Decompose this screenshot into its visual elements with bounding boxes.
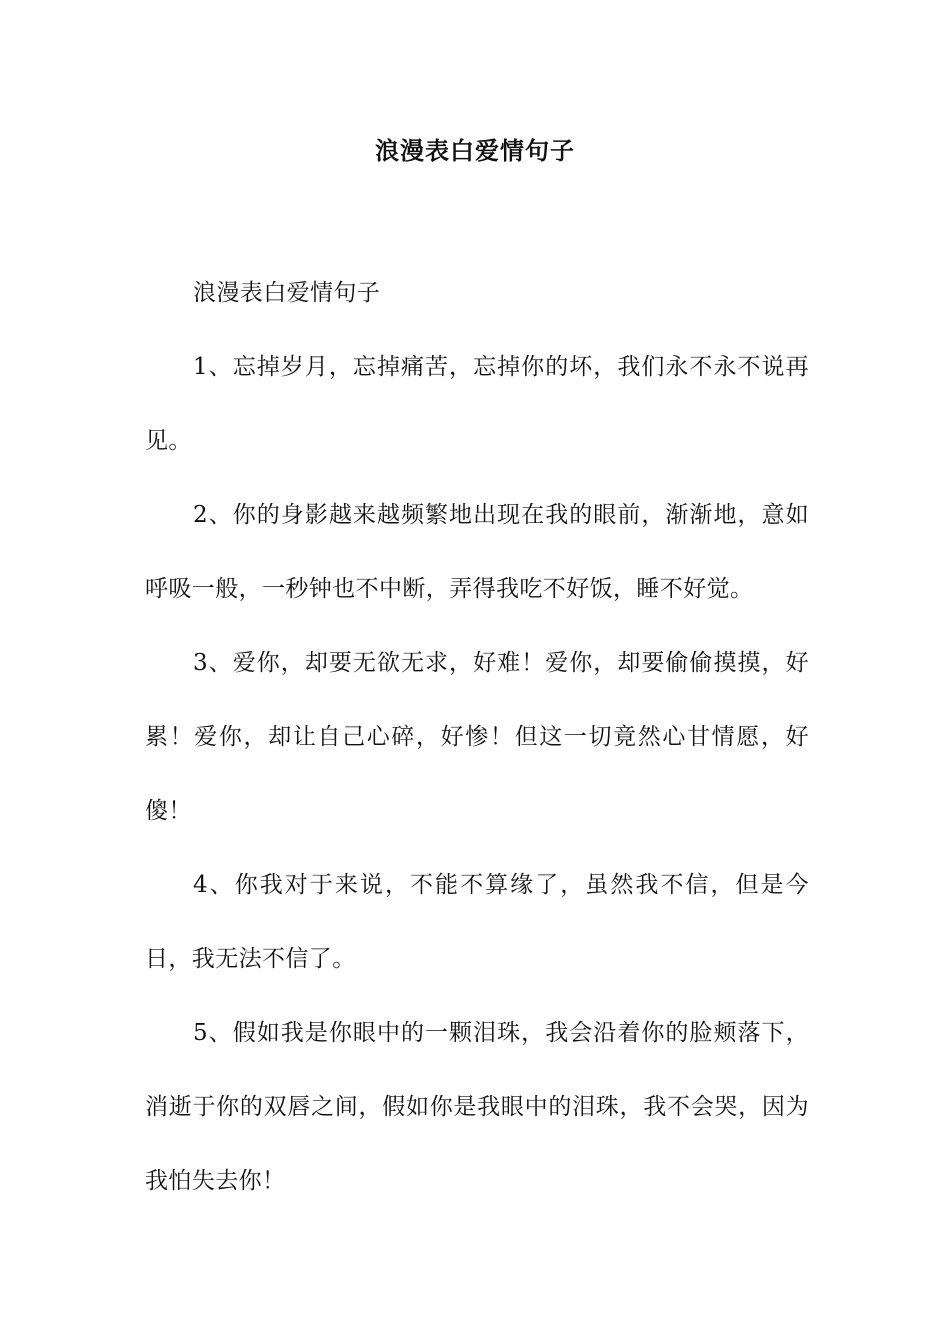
document-title: 浪漫表白爱情句子 bbox=[375, 136, 575, 165]
paragraph-subtitle: 浪漫表白爱情句子 bbox=[193, 280, 381, 306]
paragraph-3: 3、爱你，却要无欲无求，好难！爱你，却要偷偷摸摸，好累！爱你，却让自己心碎，好惨！但这一切竟然心甘情愿，好傻！ bbox=[145, 650, 809, 824]
paragraph-2: 2、你的身影越来越频繁地出现在我的眼前，渐渐地，意如呼吸一般，一秒钟也不中断，弄得我吃不好饭，睡不好觉。 bbox=[145, 502, 809, 602]
paragraph-4: 4、你我对于来说，不能不算缘了，虽然我不信，但是今日，我无法不信了。 bbox=[145, 872, 809, 972]
document-body bbox=[145, 256, 809, 1218]
paragraph-5: 5、假如我是你眼中的一颗泪珠，我会沿着你的脸颊落下，消逝于你的双唇之间，假如你是我眼中的泪珠，我不会哭，因为我怕失去你！ bbox=[145, 1020, 809, 1194]
paragraph-1: 1、忘掉岁月，忘掉痛苦，忘掉你的坏，我们永不永不说再见。 bbox=[145, 354, 809, 454]
